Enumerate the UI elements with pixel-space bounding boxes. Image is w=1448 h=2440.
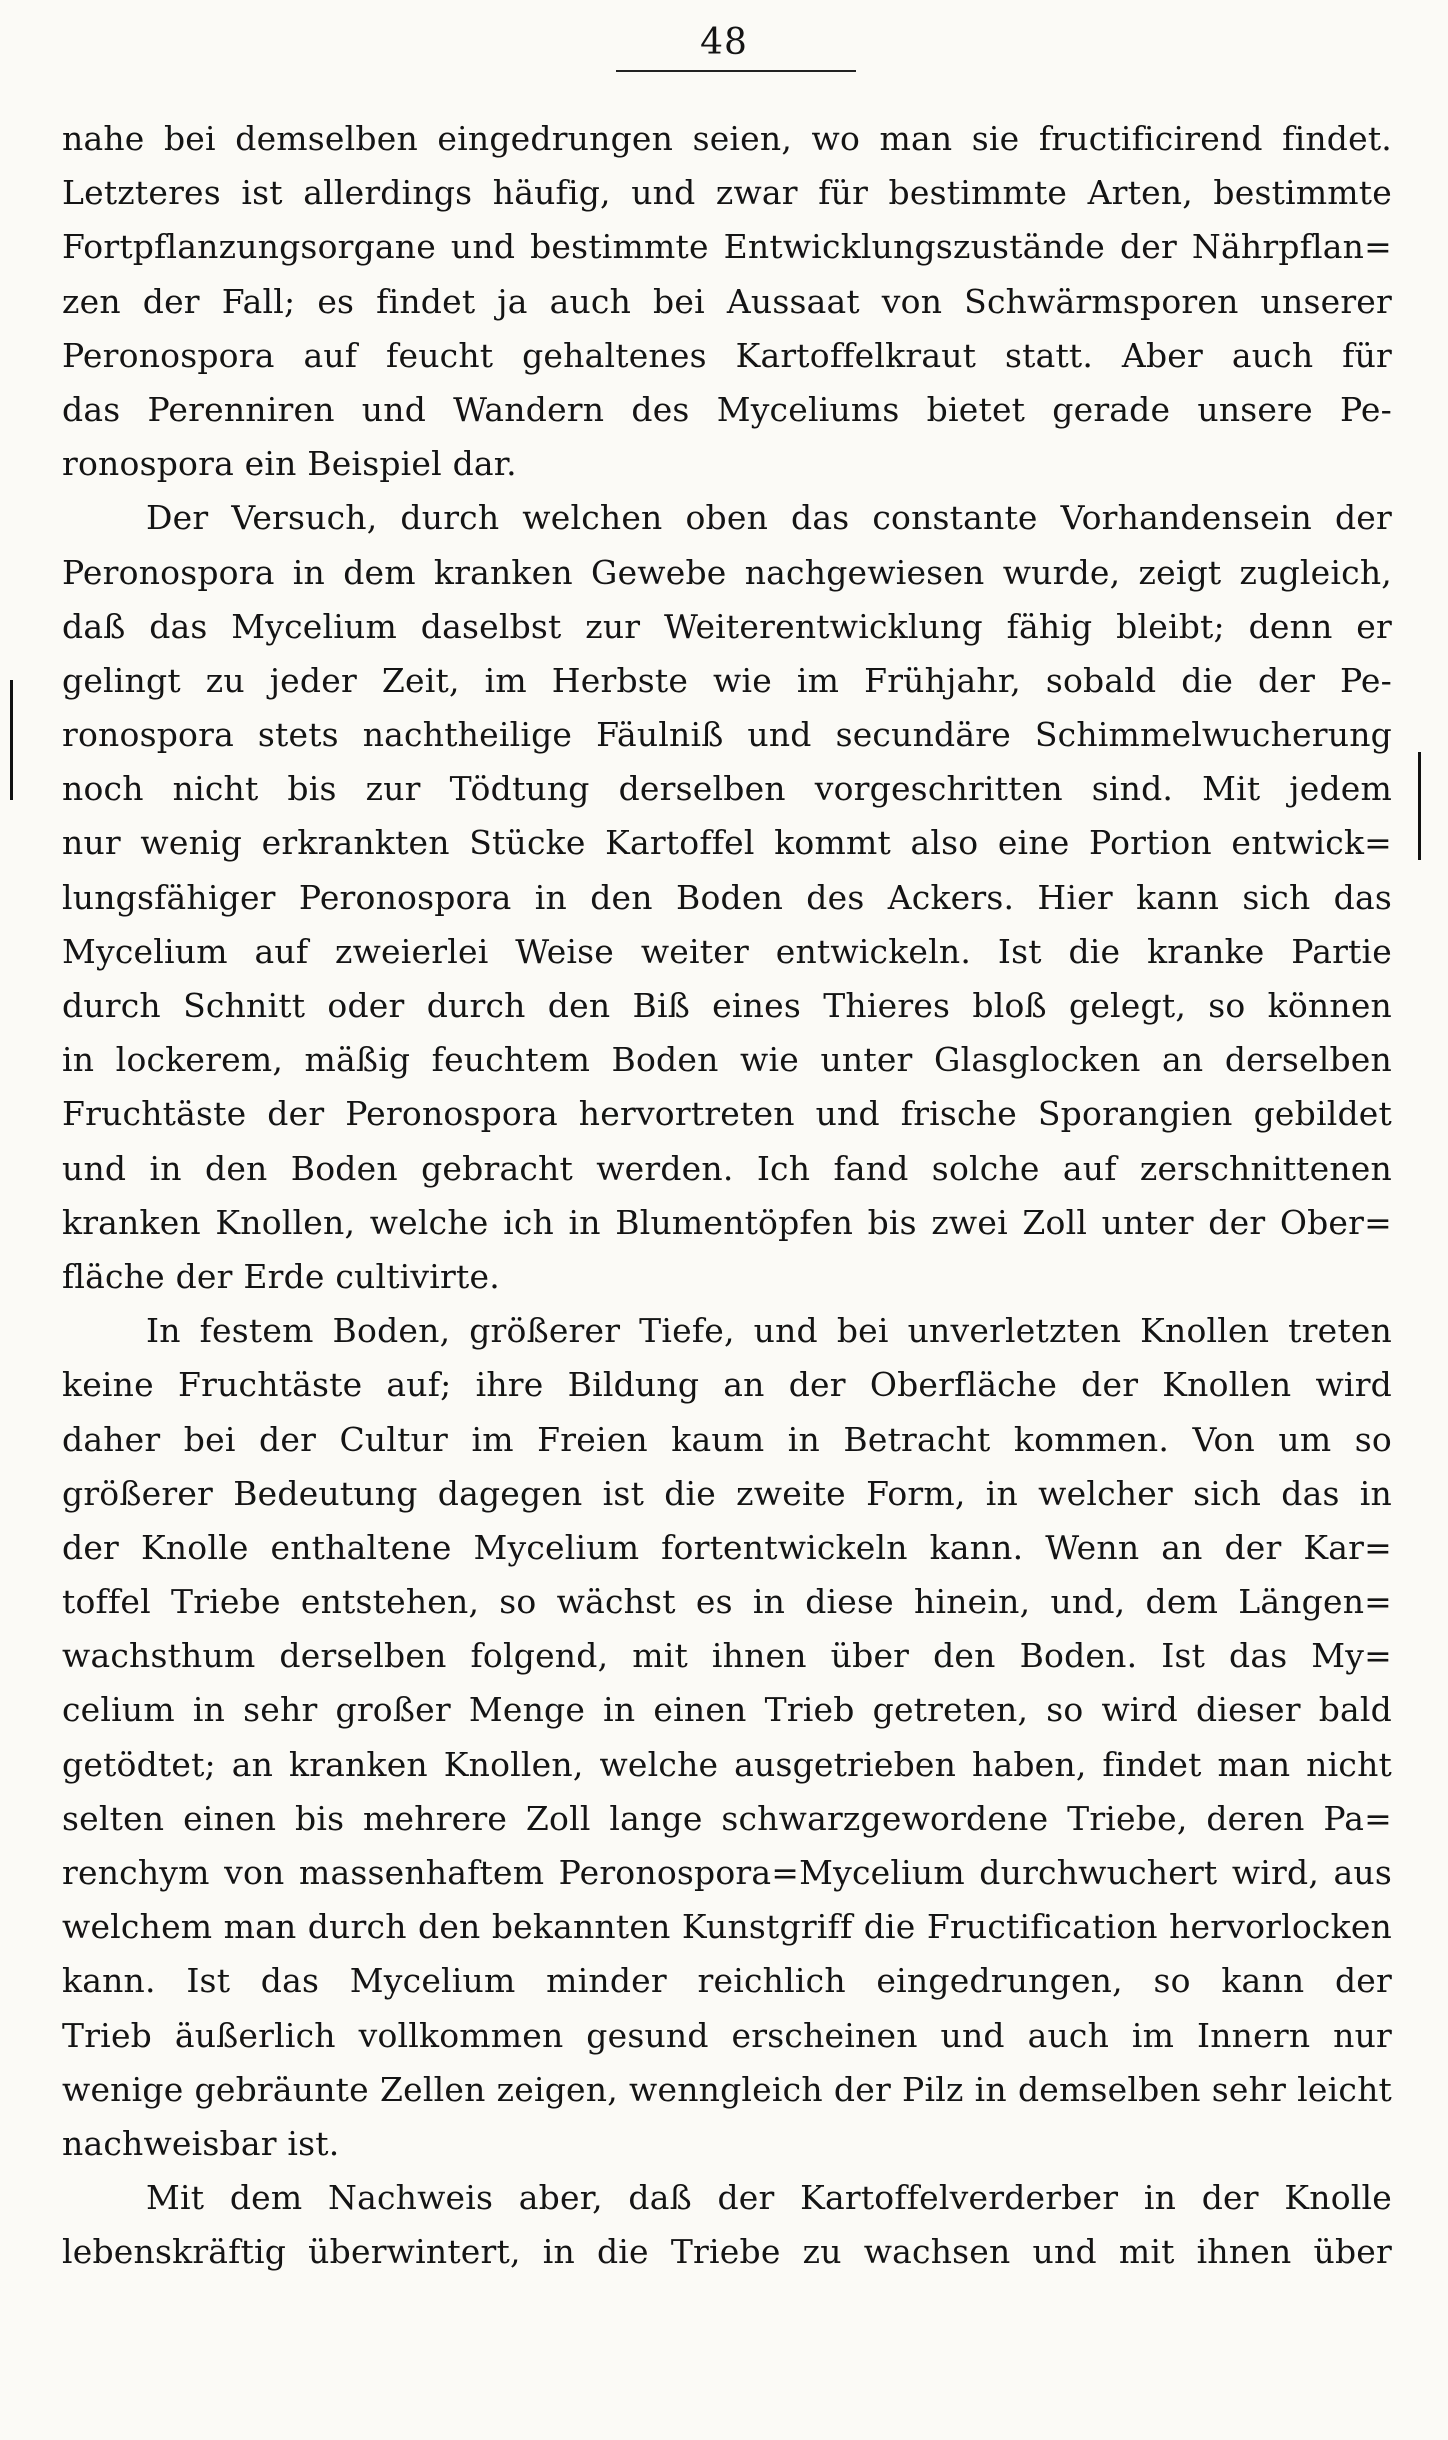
paragraph <box>62 112 1392 491</box>
text-line: lungsfähiger Peronospora in den Boden des Ackers. Hier kann sich das <box>62 877 1392 917</box>
margin-mark-left <box>10 680 13 800</box>
paragraph <box>62 1304 1392 2171</box>
text-line: nahe bei demselben eingedrungen seien, wo man sie fructificirend findet. <box>62 119 1392 158</box>
text-line: welchem man durch den bekannten Kunstgriff die Fructification hervorlocken <box>62 1907 1392 1947</box>
paragraph <box>62 491 1392 1304</box>
text-line: daß das Mycelium daselbst zur Weiterentwicklung fähig bleibt; denn er <box>62 606 1392 646</box>
text-line: keine Fruchtäste auf; ihre Bildung an der Oberfläche der Knollen wird <box>62 1365 1392 1405</box>
text-line: wenige gebräunte Zellen zeigen, wenngleich der Pilz in demselben sehr leicht <box>62 2069 1392 2109</box>
text-line: Peronospora in dem kranken Gewebe nachgewiesen wurde, zeigt zugleich, <box>62 552 1392 592</box>
page-number: 48 <box>700 22 748 63</box>
text-line: Fruchtäste der Peronospora hervortreten und frische Sporangien gebildet <box>62 1094 1392 1134</box>
paragraph <box>62 2171 1392 2279</box>
text-line: toffel Triebe entstehen, so wächst es in diese hinein, und, dem Längen= <box>62 1582 1392 1622</box>
text-line: lebenskräftig überwintert, in die Triebe zu wachsen und mit ihnen über <box>62 2232 1392 2272</box>
text-line: noch nicht bis zur Tödtung derselben vorgeschritten sind. Mit jedem <box>62 769 1392 809</box>
text-line: daher bei der Cultur im Freien kaum in Betracht kommen. Von um so <box>62 1419 1392 1459</box>
text-line: das Perenniren und Wandern des Myceliums bietet gerade unsere Pe- <box>62 389 1392 429</box>
text-line: ronospora stets nachtheilige Fäulniß und secundäre Schimmelwucherung <box>62 715 1392 755</box>
text-line: kranken Knollen, welche ich in Blumentöpfen bis zwei Zoll unter der Ober= <box>62 1202 1392 1242</box>
text-line: in lockerem, mäßig feuchtem Boden wie unter Glasglocken an derselben <box>62 1040 1392 1080</box>
text-line: größerer Bedeutung dagegen ist die zweite Form, in welcher sich das in <box>62 1473 1392 1513</box>
text-line: durch Schnitt oder durch den Biß eines Thieres bloß gelegt, so können <box>62 986 1392 1025</box>
text-line: Trieb äußerlich vollkommen gesund erscheinen und auch im Innern nur <box>62 2015 1392 2055</box>
text-line: Letzteres ist allerdings häufig, und zwar für bestimmte Arten, bestimmte <box>62 173 1392 213</box>
body-text <box>62 112 1392 2280</box>
text-line: getödtet; an kranken Knollen, welche ausgetrieben haben, findet man nicht <box>62 1744 1392 1784</box>
text-line: kann. Ist das Mycelium minder reichlich eingedrungen, so kann der <box>62 1961 1392 2001</box>
text-line: und in den Boden gebracht werden. Ich fand solche auf zerschnittenen <box>62 1148 1392 1188</box>
text-line: selten einen bis mehrere Zoll lange schwarzgewordene Triebe, deren Pa= <box>62 1798 1392 1838</box>
header-rule <box>616 70 856 72</box>
text-line: Mycelium auf zweierlei Weise weiter entwickeln. Ist die kranke Partie <box>62 931 1392 971</box>
text-line: wachsthum derselben folgend, mit ihnen über den Boden. Ist das My= <box>62 1636 1392 1676</box>
text-line: Fortpflanzungsorgane und bestimmte Entwicklungszustände der Nährpflan= <box>62 227 1392 267</box>
text-line: nachweisbar ist. <box>62 2123 340 2163</box>
text-line: celium in sehr großer Menge in einen Trieb getreten, so wird dieser bald <box>62 1690 1392 1730</box>
text-line: ronospora ein Beispiel dar. <box>62 444 517 484</box>
text-line: gelingt zu jeder Zeit, im Herbste wie im Frühjahr, sobald die der Pe- <box>62 660 1392 700</box>
text-line: zen der Fall; es findet ja auch bei Aussaat von Schwärmsporen unserer <box>62 281 1392 321</box>
text-line: fläche der Erde cultivirte. <box>62 1256 500 1296</box>
text-line: Mit dem Nachweis aber, daß der Kartoffelverderber in der Knolle <box>146 2178 1392 2218</box>
margin-mark-right <box>1418 752 1421 860</box>
text-line: Peronospora auf feucht gehaltenes Kartoffelkraut statt. Aber auch für <box>62 335 1392 375</box>
text-line: In festem Boden, größerer Tiefe, und bei unverletzten Knollen treten <box>146 1311 1392 1351</box>
text-line: nur wenig erkrankten Stücke Kartoffel kommt also eine Portion entwick= <box>62 823 1392 863</box>
text-line: Der Versuch, durch welchen oben das constante Vorhandensein der <box>146 498 1392 538</box>
text-line: renchym von massenhaftem Peronospora=Mycelium durchwuchert wird, aus <box>62 1853 1392 1892</box>
text-line: der Knolle enthaltene Mycelium fortentwickeln kann. Wenn an der Kar= <box>62 1527 1392 1567</box>
